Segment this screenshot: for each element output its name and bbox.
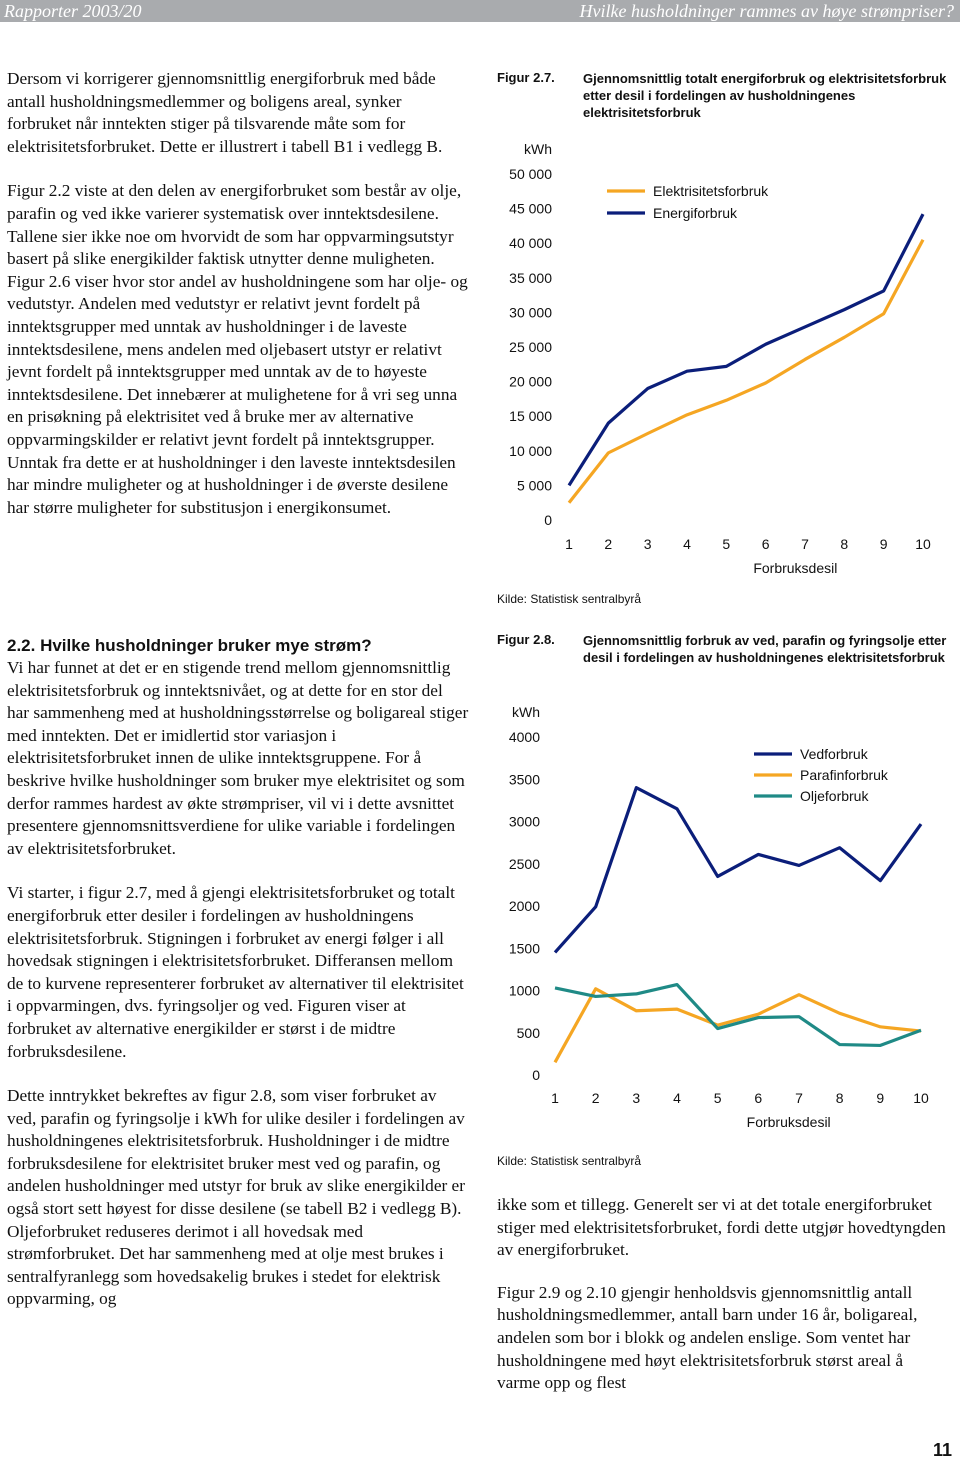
fig27-ytick-label: 10 000	[509, 442, 552, 459]
fig27-ytick-label: 45 000	[509, 200, 552, 217]
fig28-series-line	[555, 788, 921, 953]
fig27-xtick-label: 2	[604, 536, 613, 552]
figure-2-8-source: Kilde: Statistisk sentralbyrå	[497, 1154, 642, 1168]
fig27-ylabel: kWh	[524, 141, 552, 157]
fig28-ytick-label: 4000	[508, 729, 540, 745]
fig27-ytick-label: 50 000	[509, 166, 552, 182]
fig28-ytick-label: 0	[532, 1067, 540, 1083]
paragraph-2: Figur 2.2 viste at den delen av energiforbruket som består av olje, parafin og ved ikke varierer systematisk over inntektsdesilene. Tallene sier ikke noe om hvorvidt de som har oppvarmingsutstyr basert på slike energikilder faktisk utnytter denne muligheten. Figur 2.6 viser hvor stor andel av husholdningene som har olje- og vedutstyr. Andelen med vedutstyr er relativt jevnt fordelt på inntektsgrupper med unntak av husholdninger i de laveste inntektsdesilene, mens andelen med oljebasert utstyr er relativt jevnt fordelt på inntektsgrupper med unntak av de to høyeste inntektsdesilene. Det innebærer at mulighetene for å vri seg unna en prisøkning på elektrisitet ved å bruke mer av alternative oppvarmingskilder er relativt jevnt fordelt på inntektsgrupper. Unntak fra dette er at husholdninger i den laveste inntektsdesilen har mindre muligheter og at husholdninger i de øverste desilene har større muligheter for substitusjon i energikonsumet.	[7, 181, 468, 517]
figure-2-7-source: Kilde: Statistisk sentralbyrå	[497, 592, 642, 606]
figure-2-8-label: Figur 2.8.	[497, 632, 555, 647]
running-header	[0, 0, 960, 22]
fig28-series-line	[555, 985, 921, 1046]
fig27-xtick-label: 5	[722, 536, 731, 552]
fig27-ytick-label: 20 000	[509, 373, 552, 390]
fig28-legend-label: Parafinforbruk	[800, 767, 888, 783]
paragraph-5: Dette inntrykket bekreftes av figur 2.8, som viser forbruket av ved, parafin og fyringsolje i kWh for ulike desiler i fordelingen av husholdningenes elektrisitetsforbruk. Husholdninger i de midtre forbruksdesilene for elektrisitet bruker mest ved og parafin, og andelen husholdninger med utstyr for bruk av slike energikilder er også stort sett høyest for disse desilene (se tabell B2 i vedlegg B). Oljeforbruket reduseres derimot i all hovedsak med strømforbruket. Det har sammenheng med at olje mest brukes i sentralfyranlegg som hovedsakelig brukes i stedet for elektrisk oppvarming, og	[7, 1086, 465, 1309]
fig28-series-line	[555, 989, 921, 1063]
figure-2-7-title: Gjennomsnittlig totalt energiforbruk og elektrisitetsforbruk etter desil i fordelingen av husholdningenes elektrisitetsforbruk	[583, 71, 947, 120]
fig27-xtick-label: 4	[683, 536, 691, 552]
fig28-ylabel: kWh	[512, 704, 540, 720]
fig27-xtick-label: 1	[565, 536, 573, 552]
page-number: 11	[932, 1440, 952, 1460]
left-column	[7, 68, 469, 519]
fig27-xtick-label: 9	[879, 536, 888, 552]
paragraph-3: Vi har funnet at det er en stigende trend mellom gjennomsnittlig elektrisitetsforbruk og inntektsnivået, og at dette for en stor del har sammenheng med at husholdningsstørrelse og boligareal stiger med inntekten. Det er imidlertid stor variasjon i elektrisitetsforbruket innen de ulike inntektsgruppene. For å beskrive hvilke husholdninger som bruker mye elektrisitet og som derfor rammes hardest av økte strømpriser, vil vi i dette avsnittet presentere gjennomsnittsverdiene for ulike variable i fordelingen av elektrisitetsforbruket.	[7, 658, 469, 858]
right-paragraph-1: ikke som et tillegg. Generelt ser vi at det totale energiforbruket stiger med elektrisitetsforbruket, fordi dette utgjør hovedtyngden av energiforbruket.	[497, 1195, 946, 1260]
fig27-ytick-label: 0	[544, 512, 552, 528]
fig27-ytick-label: 35 000	[509, 269, 552, 286]
figure-2-7-label: Figur 2.7.	[497, 70, 555, 85]
fig28-xtick-label: 2	[591, 1090, 600, 1106]
fig27-ytick-label: 5 000	[516, 477, 552, 494]
fig27-xtick-label: 7	[801, 536, 809, 552]
figure-2-7-chart	[490, 140, 960, 580]
fig28-xtick-label: 6	[754, 1090, 763, 1106]
fig28-ytick-label: 1000	[508, 982, 540, 999]
fig28-ytick-label: 500	[516, 1024, 540, 1041]
fig28-xtick-label: 8	[835, 1090, 844, 1106]
fig28-xtick-label: 9	[876, 1090, 885, 1106]
fig28-ytick-label: 3500	[508, 771, 540, 788]
fig28-xtick-label: 7	[795, 1090, 803, 1106]
fig27-xtick-label: 10	[915, 536, 931, 552]
fig27-xlabel: Forbruksdesil	[753, 560, 838, 576]
left-column-section	[7, 635, 469, 1311]
fig28-xtick-label: 3	[632, 1090, 641, 1106]
fig27-legend-label: Elektrisitetsforbruk	[653, 183, 769, 199]
fig28-ytick-label: 2500	[508, 855, 540, 872]
fig28-xtick-label: 5	[713, 1090, 722, 1106]
paragraph-4: Vi starter, i figur 2.7, med å gjengi elektrisitetsforbruket og totalt energiforbruk etter desiler i fordelingen av husholdningens elektrisitetsforbruk. Stigningen i forbruket av energi følger i all hovedsak stigningen i elektrisitetsforbruket. Differansen mellom de to kurvene representerer forbruket av alternativer til elektrisitet i oppvarmingen, dvs. fyringsoljer og ved. Figuren viser at forbruket av alternative energikilder er størst i de midtre forbruksdesilene.	[7, 883, 464, 1061]
paragraph-1: Dersom vi korrigerer gjennomsnittlig energiforbruk med både antall husholdningsmedlemmer og boligens areal, synker forbruket når inntekten stiger på tilsvarende måte som for elektrisitetsforbruket. Dette er illustrert i tabell B1 i vedlegg B.	[7, 69, 443, 156]
fig28-xtick-label: 4	[673, 1090, 681, 1106]
figure-2-8-chart	[490, 700, 960, 1150]
fig27-legend-label: Energiforbruk	[653, 205, 738, 221]
figure-2-8-title: Gjennomsnittlig forbruk av ved, parafin og fyringsolje etter desil i fordelingen av husholdningenes elektrisitetsforbruk	[583, 633, 947, 665]
fig28-ytick-label: 1500	[508, 940, 540, 957]
fig28-legend-label: Oljeforbruk	[800, 788, 869, 804]
fig28-legend-label: Vedforbruk	[800, 746, 868, 762]
fig28-xlabel: Forbruksdesil	[746, 1114, 831, 1130]
fig28-ytick-label: 3000	[508, 813, 540, 830]
fig27-ytick-label: 30 000	[509, 304, 552, 321]
report-number: Rapporter 2003/20	[4, 1, 142, 21]
fig27-xtick-label: 8	[840, 536, 849, 552]
fig27-xtick-label: 6	[761, 536, 770, 552]
fig27-series-line	[569, 240, 923, 503]
fig28-xtick-label: 10	[913, 1090, 929, 1106]
right-paragraph-2: Figur 2.9 og 2.10 gjengir henholdsvis gjennomsnittlig antall husholdningsmedlemmer, antall barn under 16 år, boligareal, andelen som bor i blokk og andelen enslige. Som ventet har husholdningene med høyt elektrisitetsforbruk størst areal å varme opp og flest	[497, 1282, 918, 1393]
fig27-ytick-label: 40 000	[509, 235, 552, 252]
right-column	[497, 1194, 947, 1395]
fig27-xtick-label: 3	[643, 536, 652, 552]
chapter-title: Hvilke husholdninger rammes av høye strømpriser?	[579, 1, 954, 21]
fig28-xtick-label: 1	[551, 1090, 559, 1106]
fig27-ytick-label: 25 000	[509, 339, 552, 355]
fig27-ytick-label: 15 000	[509, 408, 552, 425]
section-heading: 2.2. Hvilke husholdninger bruker mye strøm?	[7, 636, 372, 655]
fig28-ytick-label: 2000	[508, 898, 540, 914]
